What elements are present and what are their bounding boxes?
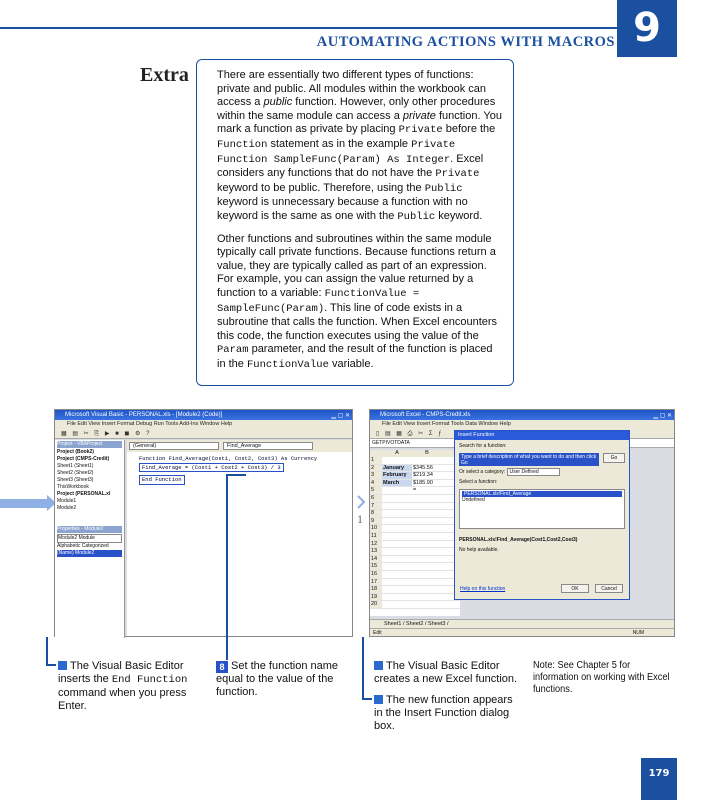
table-row [370, 563, 460, 571]
caption-3 [374, 660, 524, 686]
table-row [370, 541, 460, 549]
project-tree-item[interactable]: Project - VBAProject [57, 441, 122, 448]
extra-paragraph-2 [217, 233, 503, 373]
text-run: End Function [111, 674, 188, 686]
leader-line [226, 474, 246, 476]
function-list-item[interactable]: Undefined [462, 497, 485, 503]
vbe-toolbar: ▦ ▤ ✂ ⎘ ▶ ■ ◼ ⚙ ? [55, 429, 352, 439]
project-tree-item[interactable]: Module1 [57, 498, 77, 504]
project-list [57, 441, 122, 512]
leader-line [46, 637, 48, 665]
table-cell: 5 [370, 487, 382, 494]
text-run: Private Function SampleFunc(Param) As Integer [217, 138, 456, 166]
text-run: Param [217, 344, 249, 357]
text-run: keyword to be public. Therefore, using the [217, 181, 425, 194]
chevron-right-icon [356, 495, 366, 509]
window-controls-icon: ▁ ▢ ✕ [653, 413, 672, 419]
chapter-number: 9 [617, 0, 677, 57]
caption-1-text [58, 660, 187, 712]
column-a-header: A [395, 450, 399, 456]
project-tree-item[interactable]: Sheet3 (Sheet3) [57, 477, 94, 483]
table-row [370, 571, 460, 579]
extra-paragraph-1 [217, 69, 503, 225]
table-cell: 2 [370, 465, 382, 472]
dialog-title: Insert Function [455, 431, 629, 440]
arrow-pointer-icon [0, 499, 48, 508]
vbe-title: Microsoft Visual Basic - PERSONAL.xls - [Module2 (Code)] [65, 412, 223, 418]
caption-3-text: The Visual Basic Editor creates a new Excel function. [374, 660, 518, 685]
sheet-rows [370, 457, 460, 609]
table-row [370, 503, 460, 511]
text-run: before the [442, 123, 496, 136]
text-run: private [402, 109, 436, 122]
excel-menubar: File Edit View Insert Format Tools Data Window Help [370, 420, 674, 429]
worksheet [370, 450, 460, 616]
row-number: 17 [370, 579, 382, 586]
status-mode: Edit [373, 630, 382, 636]
go-button[interactable]: Go [603, 453, 625, 463]
help-link[interactable]: Help on this function [460, 586, 506, 592]
text-run: Private [398, 124, 443, 137]
header-rule [0, 27, 620, 29]
text-run: Function [217, 138, 268, 151]
leader-line [362, 698, 372, 700]
bullet-square-icon [58, 661, 67, 670]
category-row [459, 469, 625, 476]
table-row [370, 457, 460, 465]
row-number: 13 [370, 548, 382, 555]
table-row [370, 579, 460, 587]
table-row [370, 465, 460, 473]
text-run: variable. [328, 357, 374, 370]
text-run: The Visual Basic Editor inserts the [58, 660, 184, 685]
column-headers [370, 450, 460, 457]
row-number: 16 [370, 571, 382, 578]
code-line-2: Find_Average = (Cost1 + Cost2 + Cost3) / 3 [139, 463, 284, 473]
table-row [370, 594, 460, 602]
cancel-button[interactable]: Cancel [595, 584, 623, 593]
caption-4 [374, 694, 524, 733]
table-cell[interactable]: March [382, 480, 412, 487]
row-number: 10 [370, 525, 382, 532]
table-cell[interactable]: $345.56 [412, 465, 442, 472]
leader-line [46, 664, 56, 666]
properties-combo: Module2 Module [57, 534, 122, 543]
extra-label: Extra [140, 64, 189, 86]
text-run: Public [397, 210, 436, 223]
row-number: 14 [370, 556, 382, 563]
text-run: statement as in the example [267, 137, 412, 150]
text-run: FunctionValue = SampleFunc(Param) [217, 287, 420, 315]
note-text: Note: See Chapter 5 for information on working with Excel functions. [533, 660, 670, 695]
caption-1 [58, 660, 198, 713]
vbe-menubar: File Edit View Insert Format Debug Run Tools Add-Ins Window Help [55, 420, 352, 429]
name-box: GETPIVOTDATA [372, 440, 410, 446]
step-number-badge: 8 [216, 661, 228, 673]
text-run: command when you press Enter. [58, 687, 187, 712]
row-number: 18 [370, 586, 382, 593]
properties-tabs: Alphabetic Categorized [57, 543, 109, 549]
row-number: 15 [370, 563, 382, 570]
search-label: Search for a function: [459, 443, 507, 449]
code-text [127, 452, 352, 488]
caption-4-text: The new function appears in the Insert Function dialog box. [374, 694, 513, 732]
ok-button[interactable]: OK [561, 584, 589, 593]
select-label: Select a function: [459, 479, 498, 485]
row-number: 11 [370, 533, 382, 540]
table-row [370, 518, 460, 526]
row-number: 19 [370, 594, 382, 601]
project-tree-item[interactable]: Project (Book2) [57, 449, 94, 455]
table-row [370, 548, 460, 556]
chapter-title: AUTOMATING ACTIONS WITH MACROS [316, 34, 615, 50]
text-run: public [263, 96, 293, 109]
code-window [127, 440, 363, 636]
procedure-combo: Find_Average [223, 442, 313, 450]
table-cell[interactable] [382, 457, 412, 464]
table-cell[interactable]: $185.90 [412, 480, 442, 487]
category-select[interactable]: User Defined [507, 468, 560, 476]
table-cell[interactable]: January [382, 465, 412, 472]
table-row [370, 495, 460, 503]
bullet-square-icon [374, 695, 383, 704]
code-line-3: End Function [139, 475, 185, 485]
status-bar [370, 628, 674, 636]
text-run: . Excel considers any functions that do not have the [217, 152, 484, 180]
leader-line [362, 637, 364, 699]
caption-2-text: Set the function name equal to the value of the function. [216, 660, 339, 698]
text-run: Public [424, 182, 463, 195]
text-run: parameter, and the result of the function is placed in the [217, 343, 493, 370]
project-tree-item[interactable]: Sheet2 (Sheet2) [57, 470, 94, 476]
text-run: keyword. [435, 209, 483, 222]
row-number: 6 [370, 495, 382, 502]
sheet-tabs[interactable]: Sheet1 / Sheet2 / Sheet3 / [370, 619, 674, 628]
table-row [370, 472, 460, 480]
table-row [370, 601, 460, 609]
table-row [370, 586, 460, 594]
table-row [370, 480, 460, 488]
category-label: Or select a category: [459, 469, 506, 475]
row-number: 7 [370, 503, 382, 510]
cursor-callout: 1 [357, 512, 363, 526]
project-tree-item[interactable]: Module2 [57, 505, 77, 511]
caption-2 [216, 660, 346, 699]
row-number: 8 [370, 510, 382, 517]
extra-box [196, 59, 514, 386]
row-number: 12 [370, 541, 382, 548]
text-run: There are essentially two different types of functions: private and public. All modules within the workbook can access a [217, 69, 487, 109]
table-row [370, 510, 460, 518]
table-row [370, 487, 460, 495]
table-cell[interactable]: = [412, 487, 442, 494]
excel-toolbar: ▯ ▤ ▦ ⎙ ✂ Σ ƒ [370, 429, 674, 439]
function-help-text: No help available. [459, 547, 499, 553]
table-cell[interactable]: $219.34 [412, 472, 442, 479]
table-cell: 4 [370, 480, 382, 487]
table-row [370, 556, 460, 564]
properties-head: Properties - Module2 [57, 526, 122, 533]
function-list[interactable] [459, 489, 625, 529]
table-row [370, 533, 460, 541]
excel-title: Microsoft Excel - CMPS-Credit.xls [380, 412, 471, 418]
excel-screenshot [369, 409, 675, 637]
function-list-item-selected[interactable]: PERSONAL.xls!Find_Average [462, 491, 622, 497]
function-signature: PERSONAL.xls!Find_Average(Cost1,Cost2,Cost3) [459, 537, 578, 543]
text-run: . This line of code exists in a subroutine that calls the function. When Excel encounters this code, the function executes using the value of the [217, 301, 498, 342]
text-run: keyword is unnecessary because a function with no keyword is the same as one with the [217, 196, 468, 222]
code-line-1: Function Find_Average(Cost1, Cost2, Cost3) As Currency [139, 455, 318, 462]
text-run: Other functions and subroutines within the same module typically call private functions. Because functions return a value, they are typically called as part of an expression. For example, you can assign the value returned by a function to a variable: [217, 232, 496, 299]
row-number: 20 [370, 601, 382, 608]
row-number: 9 [370, 518, 382, 525]
project-tree-item[interactable]: Sheet1 (Sheet1) [57, 463, 94, 469]
table-cell[interactable] [412, 457, 442, 464]
vbe-titlebar [55, 410, 352, 420]
search-input[interactable]: Type a brief description of what you want to do and then click Go [459, 453, 599, 466]
code-combos [127, 440, 352, 452]
insert-function-dialog [454, 430, 630, 600]
properties-row: (Name) Module2 [57, 550, 122, 557]
text-run: FunctionValue [246, 358, 329, 371]
status-num: NUM [632, 630, 644, 636]
table-row [370, 525, 460, 533]
window-controls-icon: ▁ ▢ ✕ [331, 413, 350, 419]
vbe-screenshot [54, 409, 363, 637]
leader-line [226, 474, 228, 660]
table-cell: 3 [370, 472, 382, 479]
project-tree-item[interactable]: Project (CMPS-Credit) [57, 456, 110, 462]
project-tree-item[interactable]: Project (PERSONAL.xl [57, 491, 111, 497]
table-cell: 1 [370, 457, 382, 464]
column-b-header: B [425, 450, 429, 456]
project-tree-item[interactable]: ThisWorkbook [57, 484, 89, 490]
text-run: function. You mark a function as private by placing [217, 109, 502, 136]
bullet-square-icon [374, 661, 383, 670]
object-combo: (General) [129, 442, 219, 450]
table-cell[interactable]: February [382, 472, 412, 479]
text-run: Private [435, 168, 480, 181]
table-cell[interactable] [382, 487, 412, 494]
text-run: function. However, only other procedures within the same module can access a [217, 96, 496, 122]
excel-titlebar [370, 410, 674, 420]
page-number: 179 [641, 758, 677, 800]
project-explorer [55, 440, 125, 638]
